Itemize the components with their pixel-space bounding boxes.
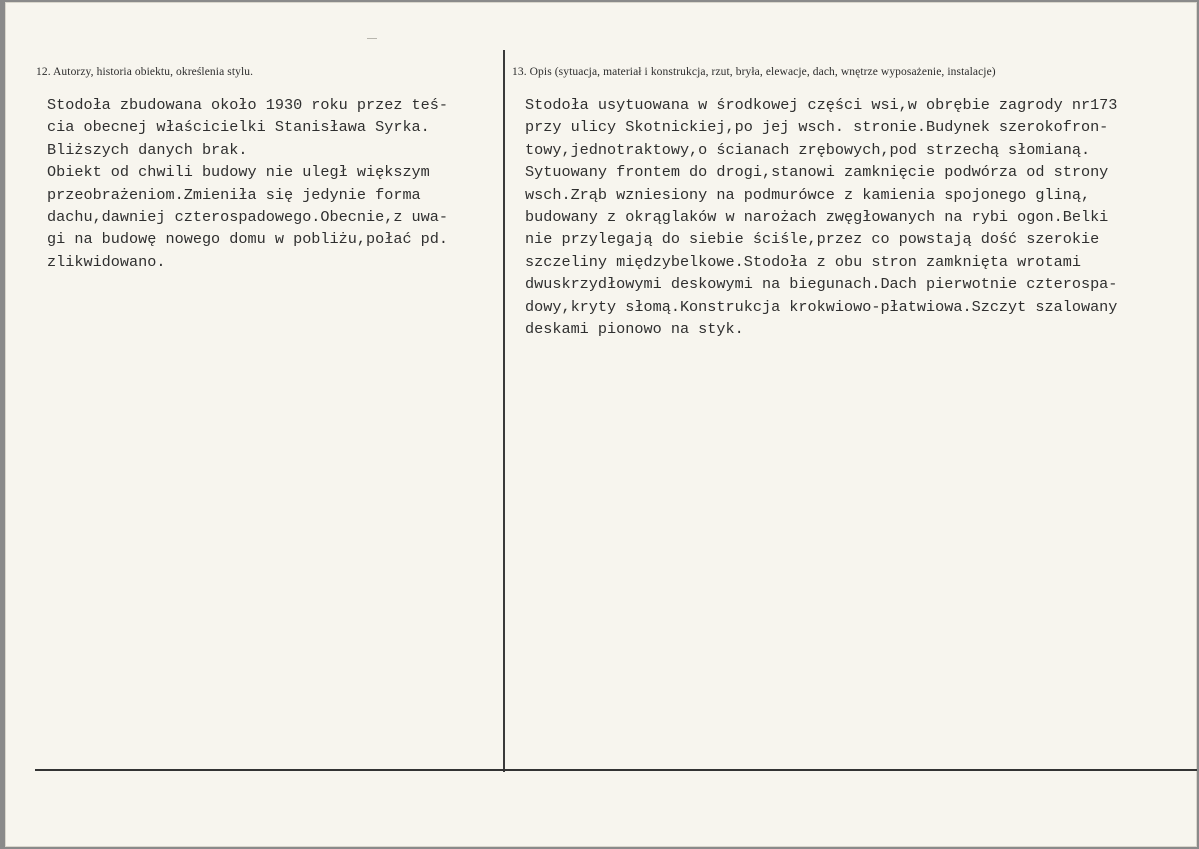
- typed-line: przy ulicy Skotnickiej,po jej wsch. stronie.Budynek szerokofron-: [525, 118, 1109, 137]
- field-13-typed-text: [525, 94, 1117, 340]
- typed-line: cia obecnej właścicielki Stanisława Syrka.: [47, 118, 430, 137]
- typed-line: Bliższych danych brak.: [47, 140, 248, 159]
- typed-line: wsch.Zrąb wzniesiony na podmurówce z kamienia spojonego gliną,: [525, 185, 1091, 204]
- typed-line: dwuskrzydłowymi deskowymi na biegunach.Dach pierwotnie czterospa-: [525, 275, 1118, 294]
- record-card: [5, 2, 1197, 847]
- typed-line: nie przylegają do siebie ściśle,przez co powstają dość szerokie: [525, 230, 1100, 249]
- typed-line: gi na budowę nowego domu w pobliżu,połać pd.: [47, 230, 449, 249]
- typed-line: Obiekt od chwili budowy nie uległ większym: [47, 163, 430, 182]
- field-13-label: 13. Opis (sytuacja, materiał i konstrukcja, rzut, bryła, elewacje, dach, wnętrze wyposażenie, instalacje): [512, 66, 996, 78]
- field-12-label: 12. Autorzy, historia obiektu, określenia stylu.: [36, 66, 254, 78]
- typed-line: budowany z okrąglaków w narożach zwęgłowanych na rybi ogon.Belki: [525, 207, 1109, 226]
- column-divider: [503, 50, 505, 772]
- field-12-typed-text: [47, 94, 448, 273]
- typed-line: towy,jednotraktowy,o ścianach zrębowych,pod strzechą słomianą.: [525, 140, 1091, 159]
- typed-line: szczeliny międzybelkowe.Stodoła z obu stron zamknięta wrotami: [525, 252, 1081, 271]
- typed-line: Sytuowany frontem do drogi,stanowi zamknięcie podwórza od strony: [525, 163, 1109, 182]
- typed-line: zlikwidowano.: [47, 252, 166, 271]
- typed-line: Stodoła usytuowana w środkowej części wsi,w obrębie zagrody nr173: [525, 96, 1118, 114]
- typed-line: dowy,kryty słomą.Konstrukcja krokwiowo-płatwiowa.Szczyt szalowany: [525, 297, 1118, 316]
- pencil-mark: [367, 38, 377, 39]
- typed-line: dachu,dawniej czterospadowego.Obecnie,z uwa-: [47, 207, 449, 226]
- typed-line: przeobrażeniom.Zmieniła się jedynie forma: [47, 185, 421, 204]
- bottom-rule: [35, 769, 1197, 771]
- typed-line: deskami pionowo na styk.: [525, 319, 744, 338]
- typed-line: Stodoła zbudowana około 1930 roku przez teś-: [47, 96, 449, 114]
